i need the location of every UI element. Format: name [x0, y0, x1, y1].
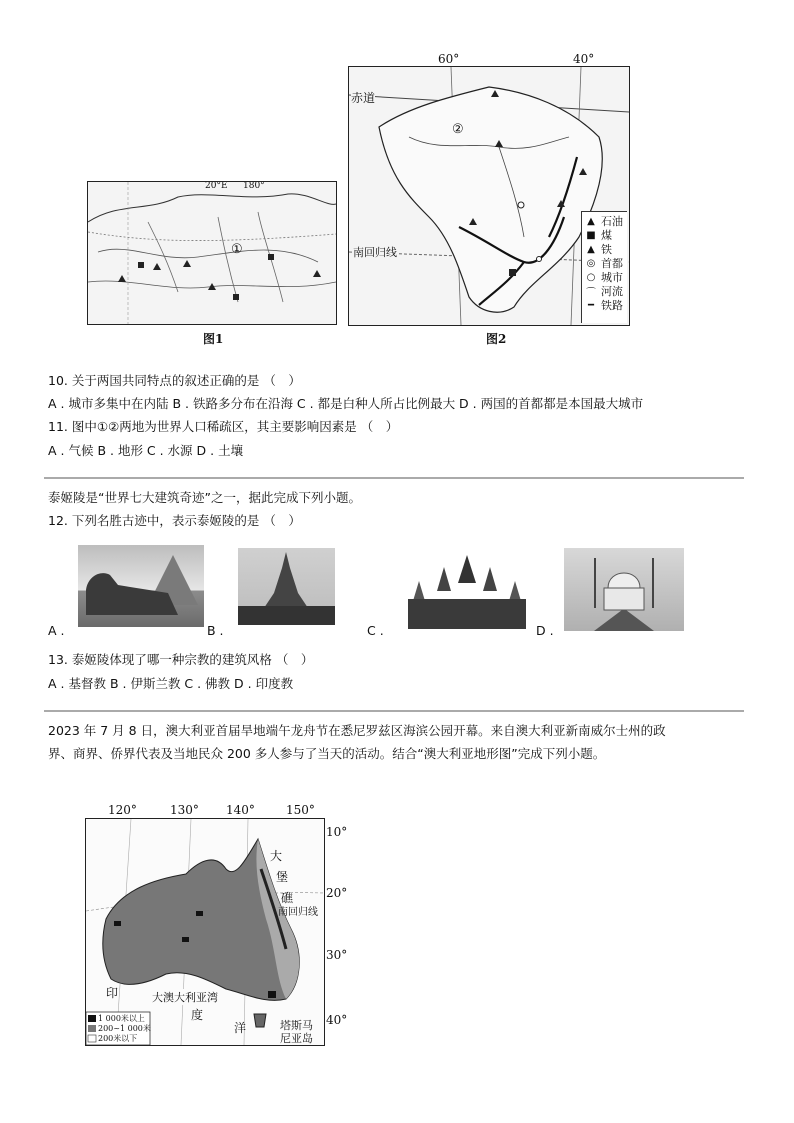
legend-city-label: 城市 — [601, 271, 623, 284]
q12-option-b-label[interactable]: B . — [207, 623, 224, 638]
sphinx-drawing — [78, 545, 204, 627]
q12-option-a-label[interactable]: A . — [48, 623, 65, 638]
pagoda-drawing — [238, 548, 335, 625]
marker-1-label: ① — [231, 242, 243, 257]
figure-2-map — [348, 66, 630, 326]
tasmania-label-1: 塔斯马 — [280, 1019, 313, 1032]
oil-icon: ▲ — [587, 215, 595, 227]
lon-130-label: 130° — [170, 803, 199, 817]
lon-140-label: 140° — [226, 803, 255, 817]
angkor-drawing — [404, 553, 530, 631]
lat-30-label: 30° — [326, 948, 348, 962]
australia-map-drawing — [86, 819, 324, 1045]
lat-40-label: 40° — [326, 1013, 348, 1027]
figure-1-map — [87, 181, 337, 325]
legend-elevation-low: 200米以下 — [98, 1034, 138, 1043]
equator-label: 赤道 — [351, 91, 376, 105]
legend-iron-label: 铁 — [601, 243, 612, 256]
lon-60-label: 60° — [438, 52, 460, 66]
lon-20e-label: 20°E — [205, 181, 228, 191]
section-divider-2 — [44, 710, 744, 712]
great-australian-bight-label: 大澳大利亚湾 — [152, 991, 218, 1004]
angkor-photo[interactable] — [404, 553, 530, 631]
river-icon: ⌒ — [586, 287, 596, 299]
legend-elevation-high: 1 000米以上 — [98, 1014, 145, 1023]
lon-180-label: 180° — [243, 181, 265, 191]
legend-river-label: 河流 — [601, 285, 623, 298]
railway-icon: ━ — [587, 299, 595, 311]
legend-railway-label: 铁路 — [601, 299, 623, 312]
figure-1-caption: 图1 — [203, 332, 224, 346]
reef-char-1: 大 — [270, 849, 283, 863]
q12-option-d-label[interactable]: D . — [536, 623, 554, 638]
q11-stem: 11. 图中①②两地为世界人口稀疏区，其主要影响因素是 （ ） — [48, 419, 399, 434]
australia-map — [85, 818, 325, 1046]
coal-icon: ■ — [586, 229, 596, 241]
capital-icon: ◎ — [586, 257, 596, 269]
q11-options: A . 气候 B . 地形 C . 水源 D . 土壤 — [48, 443, 244, 458]
marker-2-label: ② — [452, 122, 464, 137]
tropic-label: 南回归线 — [353, 246, 397, 259]
ocean-char-3: 洋 — [234, 1021, 247, 1035]
q10-options: A . 城市多集中在内陆 B . 铁路多分布在沿海 C . 都是白种人所占比例最大 D . 两国的首都都是本国最大城市 — [48, 396, 644, 411]
figure-1-map-drawing — [88, 182, 336, 324]
legend-coal-label: 煤 — [601, 229, 612, 242]
legend-oil-label: 石油 — [601, 215, 623, 228]
taj-mahal-photo[interactable] — [564, 548, 684, 631]
tropic-of-capricorn-label: 南回归线 — [278, 907, 318, 918]
city-icon: ○ — [586, 271, 596, 283]
iron-icon: ▲ — [587, 243, 595, 255]
lat-10-label: 10° — [326, 825, 348, 839]
taj-intro: 泰姬陵是“世界七大建筑奇迹”之一，据此完成下列小题。 — [48, 490, 361, 505]
legend-capital-label: 首都 — [601, 257, 623, 270]
reef-char-2: 堡 — [276, 870, 289, 884]
lon-120-label: 120° — [108, 803, 137, 817]
legend-elevation-mid: 200~1 000米 — [98, 1024, 151, 1033]
australia-intro-line-2: 界、商界、侨界代表及当地民众 200 多人参与了当天的活动。结合“澳大利亚地形图”完成下列小题。 — [48, 746, 606, 761]
section-divider-1 — [44, 477, 744, 479]
tasmania-label-2: 尼亚岛 — [280, 1032, 313, 1045]
taj-mahal-drawing — [564, 548, 684, 631]
figure-2-caption: 图2 — [486, 332, 507, 346]
sphinx-photo[interactable] — [78, 545, 204, 627]
pagoda-photo[interactable] — [238, 548, 335, 625]
ocean-char-2: 度 — [191, 1008, 204, 1022]
q10-stem: 10. 关于两国共同特点的叙述正确的是 （ ） — [48, 373, 301, 388]
q12-stem: 12. 下列名胜古迹中，表示泰姬陵的是 （ ） — [48, 513, 301, 528]
q13-options: A . 基督教 B . 伊斯兰教 C . 佛教 D . 印度教 — [48, 676, 294, 691]
ocean-char-1: 印 — [106, 986, 119, 1000]
lat-20-label: 20° — [326, 886, 348, 900]
australia-intro-line-1: 2023 年 7 月 8 日，澳大利亚首届旱地端午龙舟节在悉尼罗兹区海滨公园开幕。来自澳大利亚新南威尔士州的政 — [48, 723, 666, 738]
lon-150-label: 150° — [286, 803, 315, 817]
q13-stem: 13. 泰姬陵体现了哪一种宗教的建筑风格 （ ） — [48, 652, 314, 667]
q12-option-c-label[interactable]: C . — [367, 623, 384, 638]
figure-2-legend — [581, 211, 627, 323]
lon-40-label: 40° — [573, 52, 595, 66]
reef-char-3: 礁 — [281, 891, 294, 905]
